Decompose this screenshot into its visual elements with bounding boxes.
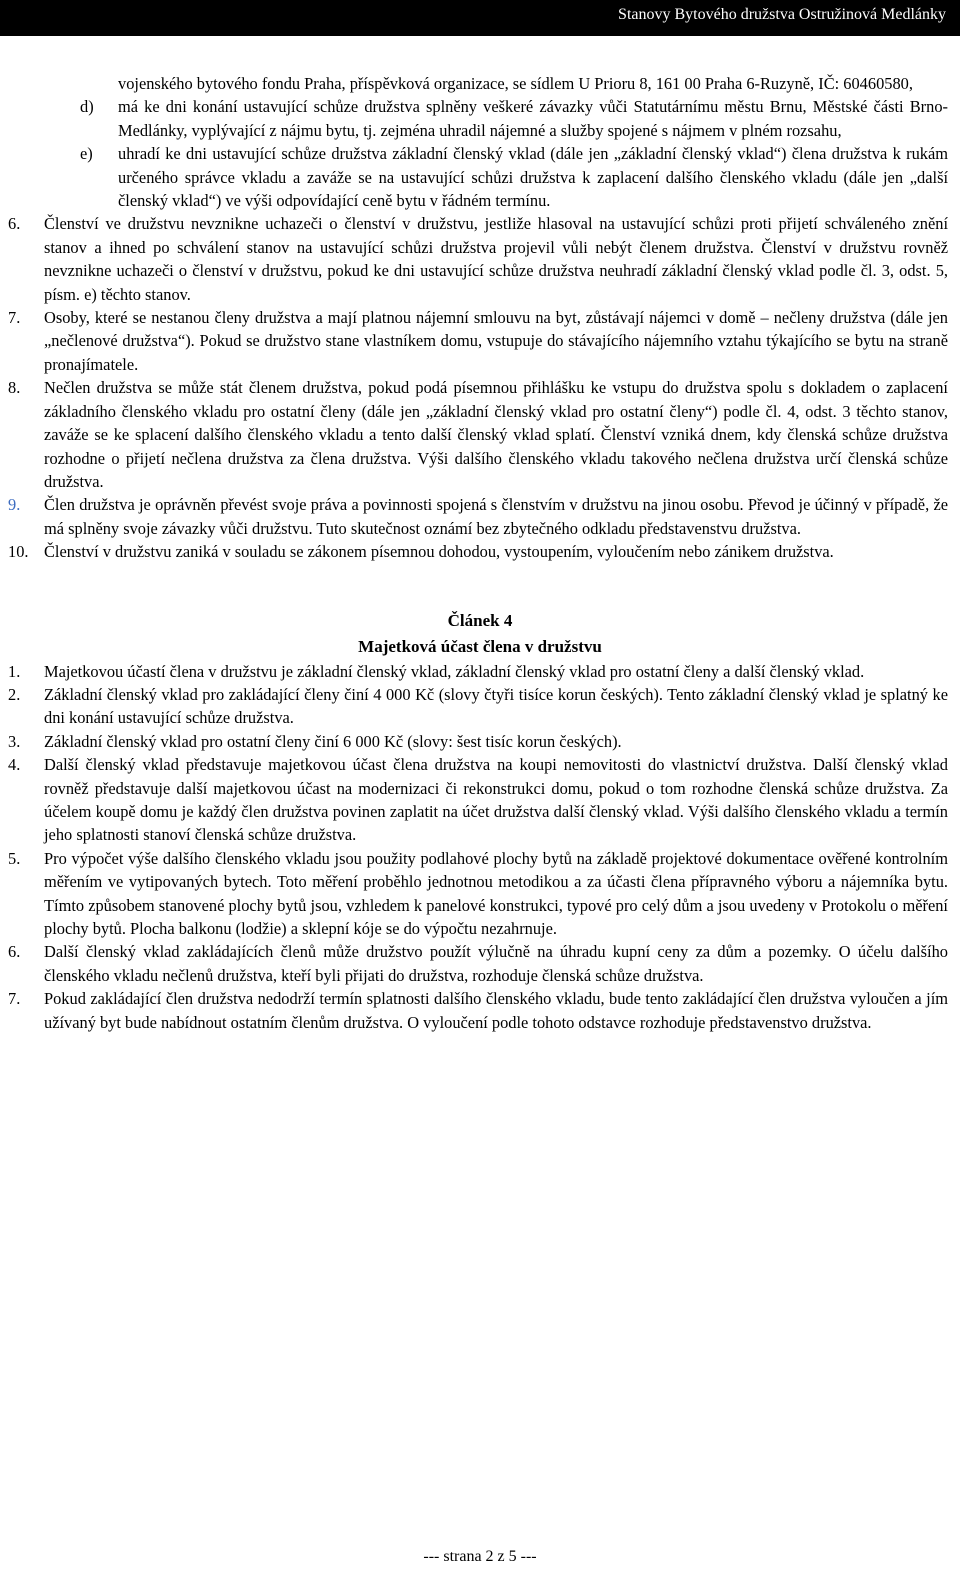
header-title: Stanovy Bytového družstva Ostružinová Medlánky: [618, 6, 946, 23]
item-marker: 10.: [8, 542, 29, 562]
list-item-b1: [0, 660, 960, 683]
sub-item-e: [0, 142, 960, 212]
article-number: Článek 4: [447, 610, 513, 630]
list-item-10: [0, 540, 960, 563]
page-number: --- strana 2 z 5 ---: [423, 1548, 537, 1565]
list-item-6: [0, 212, 960, 306]
spacer: [0, 564, 960, 608]
item-text: Nečlen družstva se může stát členem družstva, pokud podá písemnou přihlášku ke vstupu do družstva spolu s dokladem o zaplacení základního členského vkladu pro ostatní členy (dále jen „základní členský vklad pro ostatní členy“) podle čl. 4, odst. 3 těchto stanov, zaváže se ke splacení dalšího členského vkladu a tento další členský vklad splatí. Členství vzniká dnem, kdy členská schůze družstva rozhodne o přijetí nečlena družstva za člena družstva. Výši dalšího členského vkladu takového nečlena družstva určí členská schůze družstva.: [44, 378, 948, 491]
item-marker: 4.: [8, 755, 21, 775]
item-marker: 8.: [8, 378, 21, 398]
item-marker: 1.: [8, 661, 21, 681]
list-item-b7: [0, 987, 960, 1034]
list-item-b6: [0, 940, 960, 987]
sub-item-marker: e): [80, 144, 93, 164]
item-marker: 9.: [8, 495, 21, 515]
item-marker: 5.: [8, 848, 21, 868]
item-text: Osoby, které se nestanou členy družstva a mají platnou nájemní smlouvu na byt, zůstávají nájemci v domě – nečleny družstva (dále jen „nečlenové družstva“). Pokud se družstvo stane vlastníkem domu, vstupuje do stávajícího nájemního vztahu týkajícího se bytu na straně pronajímatele.: [44, 308, 948, 374]
item-text: Základní členský vklad pro zakládající členy činí 4 000 Kč (slovy čtyři tisíce korun českých). Tento základní členský vklad je splatný ke dni konání ustavující schůze družstva.: [44, 684, 948, 728]
list-item-b3: [0, 730, 960, 753]
page-body: [0, 72, 960, 1034]
item-marker: 6.: [8, 942, 21, 962]
sub-item-text: má ke dni konání ustavující schůze družstva splněny veškeré závazky vůči Statutárnímu městu Brnu, Městské části Brno-Medlánky, vyplývající z nájmu bytu, tj. zejména uhradil nájemné a služby spojené s nájmem v plném rozsahu,: [118, 97, 948, 140]
continuation-text: vojenského bytového fondu Praha, příspěvková organizace, se sídlem U Prioru 8, 161 00 Praha 6-Ruzyně, IČ: 60460580,: [118, 74, 913, 93]
article-title: Majetková účast člena v družstvu: [358, 636, 602, 656]
item-text: Člen družstva je oprávněn převést svoje práva a povinnosti spojená s členstvím v družstvu na jinou osobu. Převod je účinný v případě, že má splněny svoje závazky vůči družstvu. Tuto skutečnost oznámí bez zbytečného odkladu představenstvu družstva.: [44, 495, 948, 538]
list-item-b4: [0, 753, 960, 847]
item-marker: 7.: [8, 308, 21, 328]
list-item-8: [0, 376, 960, 493]
item-marker: 6.: [8, 214, 21, 234]
list-item-7: [0, 306, 960, 376]
list-item-9: [0, 493, 960, 540]
sub-item-text: uhradí ke dni ustavující schůze družstva základní členský vklad (dále jen „základní členský vklad“) člena družstva k rukám určeného správce vkladu a zaváže se na ustavující schůzi družstva k zaplacení dalšího členského vkladu (dále jen „další členský vklad“) ve výši odpovídající ceně bytu v řádném termínu.: [118, 144, 948, 211]
item-text: Majetkovou účastí člena v družstvu je základní členský vklad, základní členský vklad pro ostatní členy a další členský vklad.: [44, 661, 865, 681]
item-marker: 2.: [8, 684, 21, 704]
item-text: Členství v družstvu zaniká v souladu se zákonem písemnou dohodou, vystoupením, vyloučením nebo zánikem družstva.: [44, 542, 834, 562]
item-text: Pro výpočet výše dalšího členského vkladu jsou použity podlahové plochy bytů na základě projektové dokumentace ověřené kontrolním měřením ve vytipovaných bytech. Toto měření proběhlo jednotnou metodikou a za účasti člena přípravného výboru a nájemníka bytu. Tímto způsobem stanovené plochy bytů jsou, vzhledem k panelové konstrukci, typové pro celý dům a jsou uvedeny v Protokolu o měření plochy bytů. Plocha balkonu (lodžie) a sklepní kóje se do výpočtu nezahrnuje.: [44, 848, 948, 938]
item-text: Další členský vklad představuje majetkovou účast člena družstva na koupi nemovitosti do vlastnictví družstva. Další členský vklad rovněž představuje další majetkovou účast na modernizaci či rekonstrukci domu, pokud o tom rozhodne členská schůze družstva. Za účelem koupě domu je každý člen družstva povinen zaplatit na účet družstva další členský vklad. Výši dalšího členského vkladu a termín jeho splatnosti stanoví členská schůze družstva.: [44, 755, 948, 845]
item-text: Další členský vklad zakládajících členů může družstvo použít výlučně na úhradu kupní ceny za dům a pozemky. O účelu dalšího členského vkladu nečlenů družstva, kteří byli přijati do družstva, rozhoduje členská schůze družstva.: [44, 942, 948, 985]
sub-item-marker: d): [80, 97, 94, 117]
list-item-b5: [0, 847, 960, 941]
item-text: Základní členský vklad pro ostatní členy činí 6 000 Kč (slovy: šest tisíc korun českých).: [44, 731, 622, 751]
item-text: Pokud zakládající člen družstva nedodrží termín splatnosti dalšího členského vkladu, bude tento zakládající člen družstva vyloučen a jím užívaný byt bude nabídnout ostatním členům družstva. O vyloučení podle tohoto odstavce rozhoduje představenstvo družstva.: [44, 989, 948, 1032]
item-marker: 7.: [8, 989, 21, 1009]
list-item-b2: [0, 683, 960, 730]
sub-item-d: [0, 95, 960, 142]
item-text: Členství ve družstvu nevznikne uchazeči o členství v družstvu, jestliže hlasoval na ustavující schůzi proti přijetí schváleného znění stanov a ihned po schválení stanov na ustavující schůzi družstva projevil vůli nebýt členem družstva. Členství v družstvu rovněž nevznikne uchazeči o členství v družstvu, pokud ke dni ustavující schůze družstva neuhradí základní členský vklad podle čl. 3, odst. 5, písm. e) těchto stanov.: [44, 214, 948, 304]
running-header: [0, 0, 960, 36]
item-marker: 3.: [8, 731, 21, 751]
